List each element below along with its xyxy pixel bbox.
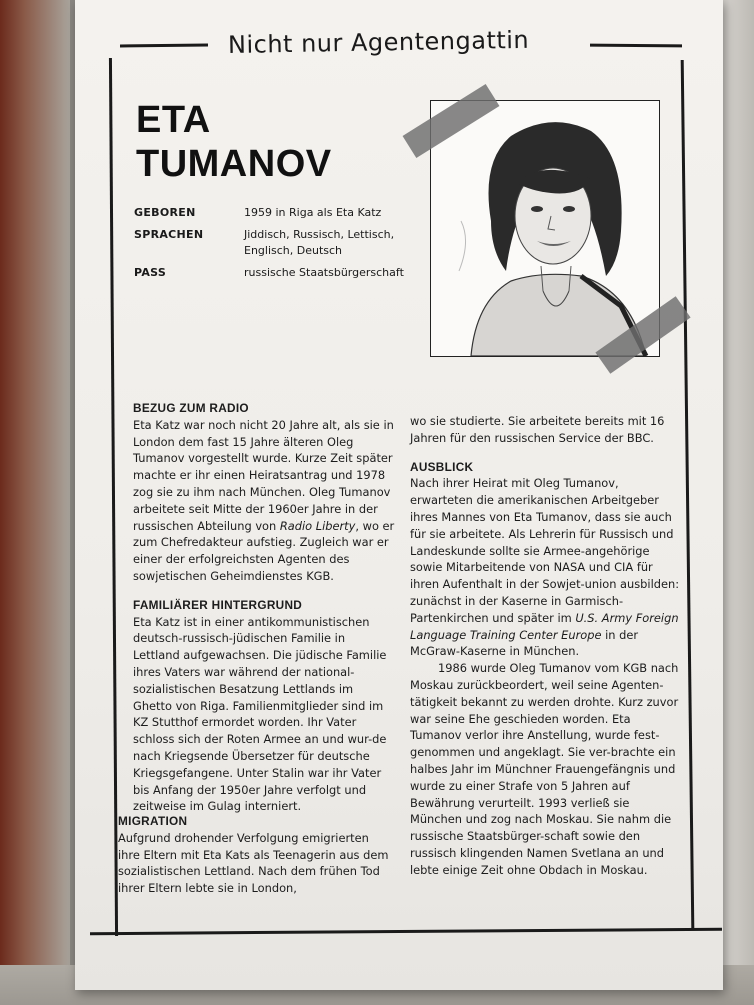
fact-value: 1959 in Riga als Eta Katz: [244, 206, 382, 219]
fact-key: PASS: [134, 266, 167, 279]
handwritten-title: Nicht nur Agentengattin: [227, 25, 530, 60]
frame-top-right: [590, 44, 682, 48]
right-column: [410, 413, 682, 879]
text-ausblick-para2: 1986 wurde Oleg Tumanov vom KGB nach Moskau zurückbeordert, weil seine Agenten-tätigkeit bekannt zu werden drohte. Kurz zuvor war seine Ehe geschieden worden. Eta Tumanov verlor ihre Anstellung, wurde fest-genommen und angeklagt. Sie ver-brachte ein halbes Jahr im Münchner Frauengefängnis und wurde zu einer Strafe von 5 Jahren auf Bewährung verurteilt. 1993 verließ sie München und zog nach Moskau. Sie nahm die russische Staatsbürger-schaft sowie den russisch klingenden Namen Svetlana an und lebte einige Zeit ohne Obdach in Moskau.: [410, 661, 679, 877]
text-familie: Eta Katz ist in einer antikommunistischen deutsch-russisch-jüdischen Familie in Lettland aufgewachsen. Die jüdische Familie ihres Vaters war während der national-sozialistischen Besatzung Lettlands im Ghetto von Riga. Familienmitglieder sind im KZ Stutthof ermordet worden. Ihr Vater schloss sich der Roten Armee an und wur-de nach Kriegsende Übersetzer für deutsche Kriegsgefangene. Unter Stalin war ihr Vater bis Anfang der 1950er Jahre verfolgt und zeitweise im Gulag interniert.: [133, 614, 387, 814]
name-line-2: TUMANOV: [136, 143, 332, 185]
left-column: [133, 400, 395, 815]
text-migration: Aufgrund drohender Verfolgung emigrierten ihre Eltern mit Eta Kats als Teenagerin aus dem sozialistischen Lettland. Nach dem frühen Tod ihrer Eltern lebte sie in London,: [118, 830, 389, 896]
text-ausblick: Nach ihrer Heirat mit Oleg Tumanov, erwarteten die amerikanischen Arbeitgeber ihres Mannes von Eta Tumanov, dass sie auch für sie arbeitete. Als Lehrerin für Russisch und Landeskunde sollte sie Armee-angehörige sowie Mitarbeitende von NASA und CIA für ihren Aufenthalt in der Sowjet-union ausbilden: zunächst in der Kaserne in Garmisch-Partenkirchen und später im U.S. Army Foreign Language Training Center Europe in der McGraw-Kaserne in München.: [410, 476, 680, 659]
heading-bezug: BEZUG ZUM RADIO: [133, 401, 249, 415]
portrait-drawing: [431, 101, 659, 356]
text-fortsetzung: wo sie studierte. Sie arbeitete bereits mit 16 Jahren für den russischen Service der BBC.: [410, 414, 665, 445]
text-bezug: Eta Katz war noch nicht 20 Jahre alt, als sie in London dem fast 15 Jahre älteren Oleg Tumanov vorgestellt wurde. Kurze Zeit später machte er ihr einen Heiratsantrag und 1978 zog sie zu ihm nach München. Oleg Tumanov arbeitete seit Mitte der 1960er Jahre in der russischen Abteilung von Radio Liberty, wo er zum Chefredakteur aufstieg. Zugleich war er einer der erfolgreichsten Agenten des sowjetischen Geheimdienstes KGB.: [133, 417, 395, 583]
fact-value: russische Staatsbürgerschaft: [244, 266, 404, 279]
fact-born: [134, 205, 434, 221]
wall-background-left: [0, 0, 70, 1005]
name-line-1: ETA: [136, 99, 211, 141]
person-name: [136, 98, 396, 186]
fact-value: Jiddisch, Russisch, Lettisch, Englisch, Deutsch: [244, 228, 395, 257]
heading-migration: MIGRATION: [118, 814, 188, 828]
facts-table: [134, 205, 434, 287]
portrait-sketch: [430, 100, 660, 357]
heading-ausblick: AUSBLICK: [410, 459, 474, 474]
fact-key: GEBOREN: [134, 206, 196, 219]
left-column-migration: [118, 813, 390, 897]
fact-passport: [134, 265, 434, 281]
fact-key: SPRACHEN: [134, 228, 204, 241]
heading-familie: FAMILIÄRER HINTERGRUND: [133, 597, 303, 612]
fact-languages: [134, 227, 434, 259]
